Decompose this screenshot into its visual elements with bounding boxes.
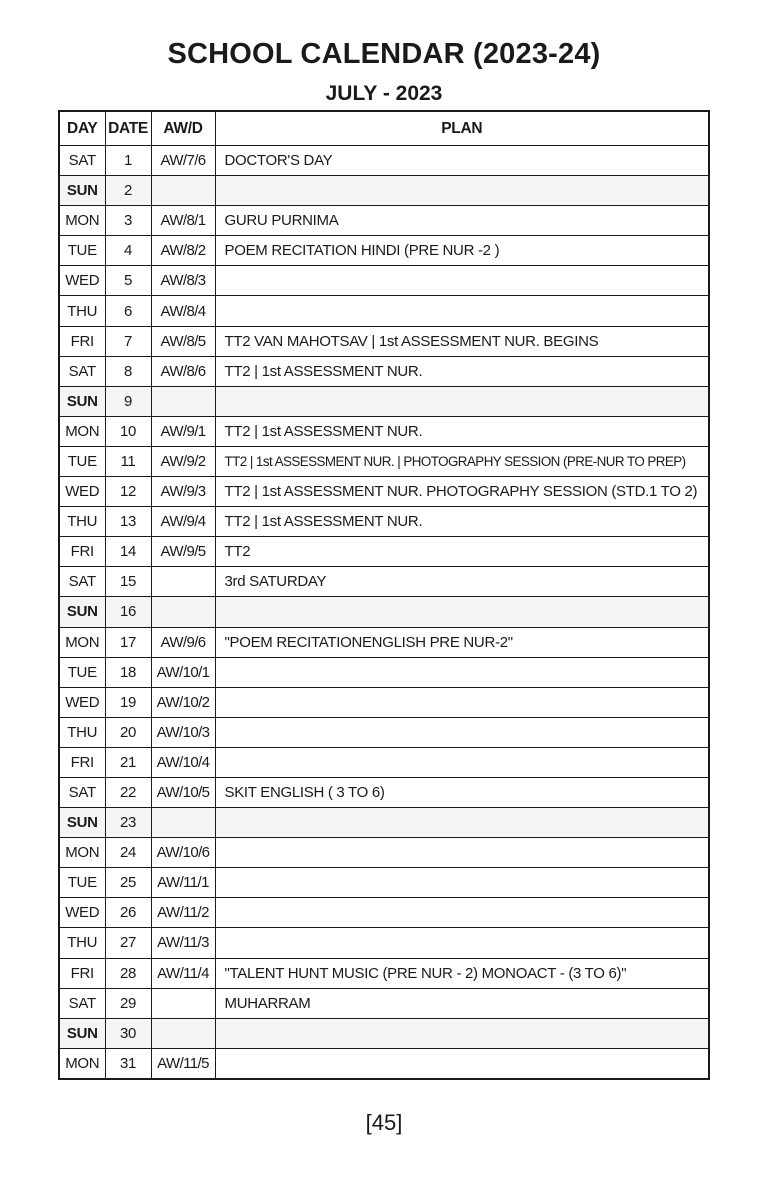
cell-date: 27 bbox=[105, 928, 151, 958]
cell-awd: AW/8/6 bbox=[151, 356, 215, 386]
cell-plan bbox=[215, 266, 709, 296]
column-header-awd: AW/D bbox=[151, 111, 215, 146]
cell-awd: AW/11/4 bbox=[151, 958, 215, 988]
cell-plan bbox=[215, 747, 709, 777]
table-row bbox=[59, 176, 709, 206]
table-row bbox=[59, 988, 709, 1018]
cell-plan: POEM RECITATION HINDI (PRE NUR -2 ) bbox=[215, 236, 709, 266]
cell-date: 30 bbox=[105, 1018, 151, 1048]
cell-day: MON bbox=[59, 1048, 105, 1079]
cell-plan: TT2 VAN MAHOTSAV | 1st ASSESSMENT NUR. BEGINS bbox=[215, 326, 709, 356]
cell-awd: AW/9/2 bbox=[151, 446, 215, 476]
cell-day: SUN bbox=[59, 386, 105, 416]
cell-plan bbox=[215, 176, 709, 206]
cell-plan bbox=[215, 657, 709, 687]
cell-awd: AW/10/5 bbox=[151, 777, 215, 807]
column-header-date: DATE bbox=[105, 111, 151, 146]
cell-date: 23 bbox=[105, 808, 151, 838]
cell-day: THU bbox=[59, 928, 105, 958]
cell-awd: AW/11/5 bbox=[151, 1048, 215, 1079]
cell-day: WED bbox=[59, 477, 105, 507]
table-row bbox=[59, 236, 709, 266]
cell-plan: MUHARRAM bbox=[215, 988, 709, 1018]
calendar-table bbox=[58, 110, 710, 1080]
cell-awd bbox=[151, 988, 215, 1018]
cell-awd: AW/10/4 bbox=[151, 747, 215, 777]
cell-day: TUE bbox=[59, 236, 105, 266]
cell-day: SAT bbox=[59, 777, 105, 807]
cell-plan: 3rd SATURDAY bbox=[215, 567, 709, 597]
calendar-body bbox=[59, 146, 709, 1079]
cell-day: WED bbox=[59, 266, 105, 296]
cell-day: MON bbox=[59, 416, 105, 446]
cell-day: FRI bbox=[59, 958, 105, 988]
cell-date: 31 bbox=[105, 1048, 151, 1079]
cell-plan: TT2 | 1st ASSESSMENT NUR. PHOTOGRAPHY SESSION (STD.1 TO 2) bbox=[215, 477, 709, 507]
cell-day: FRI bbox=[59, 747, 105, 777]
cell-date: 29 bbox=[105, 988, 151, 1018]
cell-plan: TT2 bbox=[215, 537, 709, 567]
cell-day: TUE bbox=[59, 868, 105, 898]
cell-date: 28 bbox=[105, 958, 151, 988]
cell-plan bbox=[215, 898, 709, 928]
table-row bbox=[59, 266, 709, 296]
table-row bbox=[59, 808, 709, 838]
table-row bbox=[59, 717, 709, 747]
table-row bbox=[59, 446, 709, 476]
cell-day: WED bbox=[59, 687, 105, 717]
cell-date: 20 bbox=[105, 717, 151, 747]
table-row bbox=[59, 868, 709, 898]
cell-plan bbox=[215, 597, 709, 627]
cell-awd: AW/11/2 bbox=[151, 898, 215, 928]
cell-awd: AW/9/5 bbox=[151, 537, 215, 567]
cell-day: MON bbox=[59, 838, 105, 868]
cell-day: SUN bbox=[59, 176, 105, 206]
cell-date: 17 bbox=[105, 627, 151, 657]
cell-awd bbox=[151, 597, 215, 627]
cell-plan bbox=[215, 1018, 709, 1048]
cell-plan bbox=[215, 717, 709, 747]
cell-awd: AW/9/4 bbox=[151, 507, 215, 537]
cell-day: WED bbox=[59, 898, 105, 928]
cell-date: 18 bbox=[105, 657, 151, 687]
cell-day: FRI bbox=[59, 326, 105, 356]
table-row bbox=[59, 898, 709, 928]
table-row bbox=[59, 928, 709, 958]
table-row bbox=[59, 386, 709, 416]
cell-day: FRI bbox=[59, 537, 105, 567]
cell-plan: TT2 | 1st ASSESSMENT NUR. bbox=[215, 416, 709, 446]
table-row bbox=[59, 627, 709, 657]
cell-date: 4 bbox=[105, 236, 151, 266]
cell-date: 7 bbox=[105, 326, 151, 356]
cell-awd: AW/11/1 bbox=[151, 868, 215, 898]
cell-plan bbox=[215, 386, 709, 416]
cell-awd: AW/8/2 bbox=[151, 236, 215, 266]
cell-plan bbox=[215, 296, 709, 326]
cell-date: 21 bbox=[105, 747, 151, 777]
cell-awd bbox=[151, 808, 215, 838]
page-number: [45] bbox=[365, 1110, 403, 1135]
cell-awd bbox=[151, 1018, 215, 1048]
column-header-plan: PLAN bbox=[215, 111, 709, 146]
calendar-header bbox=[59, 111, 709, 146]
table-row bbox=[59, 747, 709, 777]
cell-date: 25 bbox=[105, 868, 151, 898]
cell-awd: AW/9/1 bbox=[151, 416, 215, 446]
cell-day: TUE bbox=[59, 657, 105, 687]
cell-day: SUN bbox=[59, 808, 105, 838]
cell-day: SAT bbox=[59, 567, 105, 597]
table-row bbox=[59, 567, 709, 597]
cell-plan bbox=[215, 687, 709, 717]
cell-date: 22 bbox=[105, 777, 151, 807]
cell-plan: DOCTOR'S DAY bbox=[215, 146, 709, 176]
cell-awd: AW/10/6 bbox=[151, 838, 215, 868]
cell-date: 12 bbox=[105, 477, 151, 507]
cell-awd: AW/8/5 bbox=[151, 326, 215, 356]
cell-plan: "POEM RECITATIONENGLISH PRE NUR-2" bbox=[215, 627, 709, 657]
table-row bbox=[59, 1048, 709, 1079]
cell-plan: GURU PURNIMA bbox=[215, 206, 709, 236]
cell-awd: AW/11/3 bbox=[151, 928, 215, 958]
cell-plan bbox=[215, 838, 709, 868]
cell-date: 19 bbox=[105, 687, 151, 717]
table-row bbox=[59, 838, 709, 868]
cell-date: 6 bbox=[105, 296, 151, 326]
cell-date: 5 bbox=[105, 266, 151, 296]
cell-plan: "TALENT HUNT MUSIC (PRE NUR - 2) MONOACT - (3 TO 6)" bbox=[215, 958, 709, 988]
cell-date: 9 bbox=[105, 386, 151, 416]
cell-date: 8 bbox=[105, 356, 151, 386]
table-row bbox=[59, 958, 709, 988]
cell-day: SAT bbox=[59, 988, 105, 1018]
cell-day: TUE bbox=[59, 446, 105, 476]
cell-awd: AW/10/3 bbox=[151, 717, 215, 747]
cell-date: 15 bbox=[105, 567, 151, 597]
cell-date: 2 bbox=[105, 176, 151, 206]
table-row bbox=[59, 146, 709, 176]
table-row bbox=[59, 1018, 709, 1048]
cell-date: 16 bbox=[105, 597, 151, 627]
cell-day: SUN bbox=[59, 597, 105, 627]
column-header-day: DAY bbox=[59, 111, 105, 146]
cell-awd: AW/8/4 bbox=[151, 296, 215, 326]
table-row bbox=[59, 687, 709, 717]
cell-awd bbox=[151, 567, 215, 597]
cell-plan bbox=[215, 1048, 709, 1079]
page-title: SCHOOL CALENDAR (2023-24) bbox=[167, 38, 601, 70]
table-row bbox=[59, 507, 709, 537]
cell-awd: AW/8/3 bbox=[151, 266, 215, 296]
table-row bbox=[59, 206, 709, 236]
table-row bbox=[59, 477, 709, 507]
cell-day: MON bbox=[59, 206, 105, 236]
cell-day: SAT bbox=[59, 356, 105, 386]
cell-day: SAT bbox=[59, 146, 105, 176]
table-row bbox=[59, 657, 709, 687]
cell-day: THU bbox=[59, 717, 105, 747]
cell-awd: AW/10/2 bbox=[151, 687, 215, 717]
cell-date: 26 bbox=[105, 898, 151, 928]
cell-date: 24 bbox=[105, 838, 151, 868]
cell-awd: AW/8/1 bbox=[151, 206, 215, 236]
cell-plan: TT2 | 1st ASSESSMENT NUR. bbox=[215, 507, 709, 537]
cell-plan: TT2 | 1st ASSESSMENT NUR. bbox=[215, 356, 709, 386]
cell-plan bbox=[215, 928, 709, 958]
cell-awd: AW/7/6 bbox=[151, 146, 215, 176]
header-row bbox=[59, 111, 709, 146]
table-row bbox=[59, 537, 709, 567]
table-row bbox=[59, 597, 709, 627]
cell-plan bbox=[215, 808, 709, 838]
cell-awd bbox=[151, 176, 215, 206]
table-row bbox=[59, 296, 709, 326]
table-row bbox=[59, 356, 709, 386]
table-row bbox=[59, 777, 709, 807]
cell-date: 11 bbox=[105, 446, 151, 476]
cell-date: 13 bbox=[105, 507, 151, 537]
cell-plan: SKIT ENGLISH ( 3 TO 6) bbox=[215, 777, 709, 807]
table-row bbox=[59, 416, 709, 446]
cell-plan bbox=[215, 868, 709, 898]
month-heading: JULY - 2023 bbox=[325, 82, 443, 105]
cell-awd bbox=[151, 386, 215, 416]
cell-date: 10 bbox=[105, 416, 151, 446]
cell-day: THU bbox=[59, 296, 105, 326]
cell-date: 1 bbox=[105, 146, 151, 176]
cell-plan: TT2 | 1st ASSESSMENT NUR. | PHOTOGRAPHY SESSION (PRE-NUR TO PREP) bbox=[215, 446, 709, 476]
table-row bbox=[59, 326, 709, 356]
cell-date: 3 bbox=[105, 206, 151, 236]
cell-awd: AW/9/3 bbox=[151, 477, 215, 507]
cell-day: THU bbox=[59, 507, 105, 537]
cell-awd: AW/10/1 bbox=[151, 657, 215, 687]
cell-day: SUN bbox=[59, 1018, 105, 1048]
cell-awd: AW/9/6 bbox=[151, 627, 215, 657]
cell-date: 14 bbox=[105, 537, 151, 567]
cell-day: MON bbox=[59, 627, 105, 657]
